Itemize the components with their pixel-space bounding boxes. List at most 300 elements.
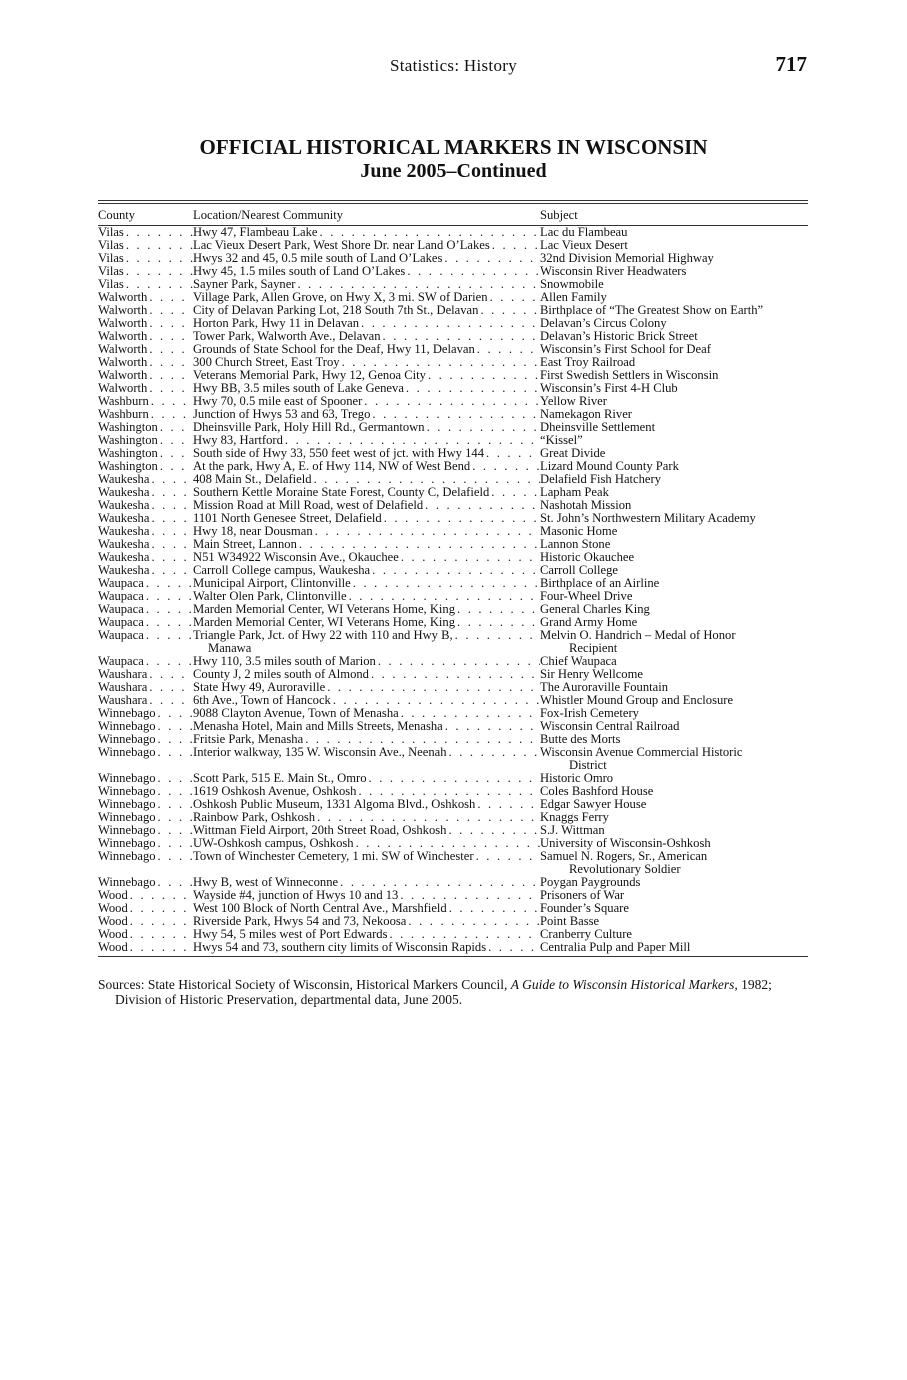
- cell-county: [98, 915, 193, 928]
- cell-county: [98, 421, 193, 434]
- leader-dots: [128, 928, 193, 941]
- table-row-line: [98, 343, 808, 356]
- location-text: Riverside Park, Hwys 54 and 73, Nekoosa: [193, 915, 407, 928]
- table-row-line: [98, 746, 808, 759]
- table-row-line: [98, 226, 808, 239]
- cell-subject: Grand Army Home: [540, 616, 638, 629]
- table-row: [98, 343, 808, 356]
- table-row-line: [98, 512, 808, 525]
- title-block: [0, 135, 907, 183]
- table-row: [98, 746, 808, 772]
- cell-subject: East Troy Railroad: [540, 356, 636, 369]
- leader-dots: [370, 564, 540, 577]
- leader-dots: [156, 837, 193, 850]
- location-text: Lac Vieux Desert Park, West Shore Dr. near Land O’Lakes: [193, 239, 490, 252]
- cell-location: [193, 486, 540, 499]
- location-text: Main Street, Lannon: [193, 538, 297, 551]
- cell-location: [193, 941, 540, 954]
- cell-location-continued: Manawa: [208, 642, 252, 655]
- leader-dots: [149, 551, 193, 564]
- leader-dots: [156, 772, 193, 785]
- leader-dots: [283, 434, 540, 447]
- table-row: [98, 551, 808, 564]
- leader-dots: [156, 850, 193, 863]
- cell-location: [193, 564, 540, 577]
- county-text: Walworth: [98, 317, 148, 330]
- table-row: [98, 499, 808, 512]
- county-text: Winnebago: [98, 798, 156, 811]
- leader-dots: [124, 239, 193, 252]
- table-row-line: [98, 811, 808, 824]
- cell-location: [193, 499, 540, 512]
- table-row-line: [98, 876, 808, 889]
- county-text: Vilas: [98, 252, 124, 265]
- cell-county: [98, 772, 193, 785]
- cell-location: [193, 356, 540, 369]
- leader-dots: [347, 590, 540, 603]
- sources-note: [98, 977, 810, 1007]
- leader-dots: [399, 551, 540, 564]
- sources-line-2: Division of Historic Preservation, departmental data, June 2005.: [115, 992, 463, 1007]
- county-text: Winnebago: [98, 876, 156, 889]
- county-text: Walworth: [98, 369, 148, 382]
- cell-county: [98, 629, 193, 642]
- leader-dots: [144, 629, 193, 642]
- leader-dots: [426, 369, 540, 382]
- cell-location: [193, 226, 540, 239]
- table-header-row: [98, 204, 808, 225]
- cell-county: [98, 330, 193, 343]
- leader-dots: [149, 564, 193, 577]
- cell-subject: Wisconsin Central Railroad: [540, 720, 680, 733]
- table-row: [98, 655, 808, 668]
- cell-subject: Lac du Flambeau: [540, 226, 628, 239]
- leader-dots: [147, 330, 193, 343]
- table-row: [98, 434, 808, 447]
- cell-subject: Wisconsin River Headwaters: [540, 265, 687, 278]
- table-row: [98, 265, 808, 278]
- leader-dots: [124, 278, 193, 291]
- leader-dots: [147, 668, 193, 681]
- cell-county: [98, 369, 193, 382]
- location-text: Menasha Hotel, Main and Mills Streets, Menasha: [193, 720, 443, 733]
- table-row-line: [98, 330, 808, 343]
- leader-dots: [351, 577, 540, 590]
- cell-location: [193, 889, 540, 902]
- leader-dots: [470, 460, 540, 473]
- county-text: Washington: [98, 434, 158, 447]
- cell-county: [98, 499, 193, 512]
- table-row-line: [98, 291, 808, 304]
- cell-subject: Allen Family: [540, 291, 607, 304]
- cell-county: [98, 603, 193, 616]
- cell-subject: Birthplace of an Airline: [540, 577, 660, 590]
- table-row-line: [98, 590, 808, 603]
- leader-dots: [147, 369, 193, 382]
- cell-location: [193, 876, 540, 889]
- leader-dots: [478, 304, 540, 317]
- cell-location: [193, 655, 540, 668]
- table-row-line: [98, 239, 808, 252]
- table-row-continuation: [98, 759, 808, 772]
- cell-subject: Whistler Mound Group and Enclosure: [540, 694, 734, 707]
- leader-dots: [149, 486, 193, 499]
- cell-subject: The Auroraville Fountain: [540, 681, 669, 694]
- leader-dots: [124, 265, 193, 278]
- county-text: Waukesha: [98, 486, 150, 499]
- table-row: [98, 629, 808, 655]
- running-head: [0, 56, 907, 76]
- county-text: Waukesha: [98, 512, 150, 525]
- leader-dots: [318, 226, 540, 239]
- cell-location: [193, 772, 540, 785]
- leader-dots: [455, 603, 540, 616]
- leader-dots: [359, 317, 540, 330]
- cell-location: [193, 902, 540, 915]
- cell-county: [98, 291, 193, 304]
- cell-subject: Great Divide: [540, 447, 606, 460]
- cell-county: [98, 252, 193, 265]
- location-text: Interior walkway, 135 W. Wisconsin Ave., Neenah: [193, 746, 447, 759]
- table-row-line: [98, 499, 808, 512]
- county-text: Waukesha: [98, 525, 150, 538]
- leader-dots: [447, 746, 540, 759]
- cell-subject: Butte des Morts: [540, 733, 621, 746]
- cell-subject-continued: Revolutionary Soldier: [569, 863, 681, 876]
- cell-county: [98, 538, 193, 551]
- cell-subject: Lapham Peak: [540, 486, 609, 499]
- county-text: Walworth: [98, 343, 148, 356]
- table-body: [98, 226, 808, 957]
- location-text: Tower Park, Walworth Ave., Delavan: [193, 330, 381, 343]
- county-text: Waukesha: [98, 538, 150, 551]
- cell-location: [193, 616, 540, 629]
- leader-dots: [325, 681, 540, 694]
- location-text: 1101 North Genesee Street, Delafield: [193, 512, 382, 525]
- county-text: Walworth: [98, 356, 148, 369]
- leader-dots: [447, 902, 540, 915]
- cell-location: [193, 668, 540, 681]
- leader-dots: [369, 668, 540, 681]
- county-text: Waupaca: [98, 616, 144, 629]
- cell-county: [98, 798, 193, 811]
- table-row: [98, 616, 808, 629]
- leader-dots: [158, 421, 193, 434]
- table-row: [98, 538, 808, 551]
- leader-dots: [144, 590, 193, 603]
- cell-subject: General Charles King: [540, 603, 650, 616]
- table-row-line: [98, 824, 808, 837]
- leader-dots: [128, 889, 193, 902]
- table-row-line: [98, 564, 808, 577]
- leader-dots: [147, 694, 193, 707]
- county-text: Washburn: [98, 408, 149, 421]
- cell-subject: Dheinsville Settlement: [540, 421, 656, 434]
- location-text: Oshkosh Public Museum, 1331 Algoma Blvd., Oshkosh: [193, 798, 476, 811]
- table-row-line: [98, 382, 808, 395]
- cell-location: [193, 707, 540, 720]
- location-text: Municipal Airport, Clintonville: [193, 577, 351, 590]
- leader-dots: [423, 499, 540, 512]
- leader-dots: [147, 356, 193, 369]
- county-text: Washington: [98, 460, 158, 473]
- location-text: Marden Memorial Center, WI Veterans Home, King: [193, 603, 456, 616]
- leader-dots: [158, 434, 193, 447]
- county-text: Winnebago: [98, 824, 156, 837]
- location-text: Hwy B, west of Winneconne: [193, 876, 339, 889]
- county-text: Winnebago: [98, 733, 156, 746]
- location-text: Hwy 83, Hartford: [193, 434, 283, 447]
- page-subtitle: June 2005–Continued: [360, 160, 547, 182]
- county-text: Winnebago: [98, 772, 156, 785]
- table-row-line: [98, 785, 808, 798]
- table-row: [98, 798, 808, 811]
- leader-dots: [405, 265, 540, 278]
- county-text: Waupaca: [98, 603, 144, 616]
- table-row-line: [98, 278, 808, 291]
- table-row: [98, 486, 808, 499]
- location-text: At the park, Hwy A, E. of Hwy 114, NW of West Bend: [193, 460, 471, 473]
- location-text: 6th Ave., Town of Hancock: [193, 694, 331, 707]
- table-row-line: [98, 720, 808, 733]
- location-text: 300 Church Street, East Troy: [193, 356, 340, 369]
- cell-location: [193, 330, 540, 343]
- table-row: [98, 239, 808, 252]
- cell-county: [98, 746, 193, 759]
- county-text: Winnebago: [98, 850, 156, 863]
- location-text: Hwy 54, 5 miles west of Port Edwards: [193, 928, 388, 941]
- cell-subject-continued: District: [569, 759, 607, 772]
- cell-subject: Wisconsin’s First 4-H Club: [540, 382, 678, 395]
- cell-subject: Carroll College: [540, 564, 618, 577]
- cell-county: [98, 278, 193, 291]
- cell-county: [98, 655, 193, 668]
- leader-dots: [149, 408, 193, 421]
- cell-subject: Delavan’s Circus Colony: [540, 317, 667, 330]
- leader-dots: [156, 798, 193, 811]
- county-text: Waushara: [98, 668, 148, 681]
- table-row: [98, 408, 808, 421]
- cell-county: [98, 486, 193, 499]
- cell-location: [193, 369, 540, 382]
- location-text: Hwy 110, 3.5 miles south of Marion: [193, 655, 376, 668]
- location-text: Horton Park, Hwy 11 in Delavan: [193, 317, 360, 330]
- table-row: [98, 681, 808, 694]
- table-row-line: [98, 473, 808, 486]
- cell-location: [193, 265, 540, 278]
- leader-dots: [312, 473, 540, 486]
- leader-dots: [147, 304, 193, 317]
- cell-county: [98, 707, 193, 720]
- cell-county-empty: [98, 863, 193, 876]
- cell-county: [98, 824, 193, 837]
- location-text: Hwys 32 and 45, 0.5 mile south of Land O’Lakes: [193, 252, 443, 265]
- leader-dots: [398, 889, 540, 902]
- leader-dots: [128, 902, 193, 915]
- leader-dots: [381, 330, 540, 343]
- table-row-line: [98, 668, 808, 681]
- table-row: [98, 694, 808, 707]
- leader-dots: [147, 681, 193, 694]
- table-row: [98, 564, 808, 577]
- cell-county: [98, 551, 193, 564]
- cell-county: [98, 304, 193, 317]
- table-row: [98, 473, 808, 486]
- county-text: Winnebago: [98, 720, 156, 733]
- table-row-line: [98, 265, 808, 278]
- cell-subject: Four-Wheel Drive: [540, 590, 633, 603]
- table-row-line: [98, 317, 808, 330]
- cell-location: [193, 915, 540, 928]
- location-text: 408 Main St., Delafield: [193, 473, 312, 486]
- county-text: Waupaca: [98, 577, 144, 590]
- leader-dots: [149, 512, 193, 525]
- county-text: Wood: [98, 928, 128, 941]
- leader-dots: [144, 655, 193, 668]
- table-row: [98, 902, 808, 915]
- location-text: Mission Road at Mill Road, west of Delafield: [193, 499, 424, 512]
- leader-dots: [149, 525, 193, 538]
- cell-county: [98, 343, 193, 356]
- table-row-line: [98, 395, 808, 408]
- cell-subject: Wisconsin Avenue Commercial Historic: [540, 746, 743, 759]
- cell-subject: Yellow River: [540, 395, 607, 408]
- location-text: Hwy 45, 1.5 miles south of Land O’Lakes: [193, 265, 406, 278]
- table-row: [98, 772, 808, 785]
- leader-dots: [387, 928, 540, 941]
- county-text: Washington: [98, 421, 158, 434]
- cell-county: [98, 577, 193, 590]
- table-row-line: [98, 798, 808, 811]
- table-row: [98, 460, 808, 473]
- county-text: Wood: [98, 915, 128, 928]
- county-text: Winnebago: [98, 811, 156, 824]
- table-row-line: [98, 655, 808, 668]
- table-row: [98, 785, 808, 798]
- cell-location: [193, 785, 540, 798]
- leader-dots: [158, 460, 193, 473]
- leader-dots: [156, 811, 193, 824]
- cell-location: [193, 603, 540, 616]
- leader-dots: [486, 941, 540, 954]
- table-row-line: [98, 928, 808, 941]
- cell-county-empty: [98, 759, 193, 772]
- leader-dots: [382, 512, 540, 525]
- cell-county: [98, 434, 193, 447]
- table-row: [98, 278, 808, 291]
- leader-dots: [425, 421, 540, 434]
- leader-dots: [453, 629, 540, 642]
- county-text: Waukesha: [98, 551, 150, 564]
- leader-dots: [455, 616, 540, 629]
- cell-subject: Melvin O. Handrich – Medal of Honor: [540, 629, 736, 642]
- leader-dots: [303, 733, 540, 746]
- leader-dots: [475, 343, 540, 356]
- cell-county: [98, 928, 193, 941]
- location-text: County J, 2 miles south of Almond: [193, 668, 369, 681]
- cell-subject: Samuel N. Rogers, Sr., American: [540, 850, 708, 863]
- page-number: 717: [775, 52, 807, 76]
- county-text: Winnebago: [98, 746, 156, 759]
- table-row-line: [98, 902, 808, 915]
- table-row: [98, 525, 808, 538]
- cell-subject: Lac Vieux Desert: [540, 239, 628, 252]
- cell-county: [98, 460, 193, 473]
- leader-dots: [128, 941, 193, 954]
- table-row-continuation: [98, 642, 808, 655]
- cell-subject: Centralia Pulp and Paper Mill: [540, 941, 691, 954]
- table-row-line: [98, 603, 808, 616]
- cell-location: [193, 447, 540, 460]
- cell-location: [193, 629, 540, 642]
- table-row: [98, 226, 808, 239]
- table-row: [98, 382, 808, 395]
- location-text: 9088 Clayton Avenue, Town of Menasha: [193, 707, 399, 720]
- location-text: Hwy 70, 0.5 mile east of Spooner: [193, 395, 363, 408]
- table-row: [98, 577, 808, 590]
- county-text: Walworth: [98, 330, 148, 343]
- cell-subject: University of Wisconsin-Oshkosh: [540, 837, 711, 850]
- cell-county: [98, 265, 193, 278]
- cell-county: [98, 733, 193, 746]
- table-row-continuation: [98, 863, 808, 876]
- location-text: N51 W34922 Wisconsin Ave., Okauchee: [193, 551, 399, 564]
- cell-subject-continued: Recipient: [569, 642, 618, 655]
- leader-dots: [446, 824, 540, 837]
- cell-location: [193, 811, 540, 824]
- table-row-line: [98, 369, 808, 382]
- table-row: [98, 252, 808, 265]
- cell-subject: Masonic Home: [540, 525, 618, 538]
- cell-location: [193, 291, 540, 304]
- county-text: Walworth: [98, 382, 148, 395]
- cell-subject: Cranberry Culture: [540, 928, 632, 941]
- running-head-text: Statistics: History: [389, 56, 518, 75]
- table-row-line: [98, 356, 808, 369]
- sources-suffix: 1982;: [741, 977, 772, 992]
- location-text: Grounds of State School for the Deaf, Hwy 11, Delavan: [193, 343, 475, 356]
- header-location: Location/Nearest Community: [193, 208, 344, 222]
- cell-county: [98, 811, 193, 824]
- table-row-line: [98, 681, 808, 694]
- county-text: Vilas: [98, 239, 124, 252]
- location-text: South side of Hwy 33, 550 feet west of jct. with Hwy 144: [193, 447, 485, 460]
- cell-location: [193, 460, 540, 473]
- county-text: Waushara: [98, 681, 148, 694]
- cell-location: [193, 304, 540, 317]
- location-text: Hwy 18, near Dousman: [193, 525, 313, 538]
- cell-location: [193, 798, 540, 811]
- county-text: Washington: [98, 447, 158, 460]
- leader-dots: [313, 525, 540, 538]
- table-row-line: [98, 447, 808, 460]
- cell-subject: First Swedish Settlers in Wisconsin: [540, 369, 719, 382]
- county-text: Vilas: [98, 265, 124, 278]
- cell-county: [98, 941, 193, 954]
- leader-dots: [156, 785, 193, 798]
- leader-dots: [149, 473, 193, 486]
- county-text: Waushara: [98, 694, 148, 707]
- cell-subject: Coles Bashford House: [540, 785, 654, 798]
- location-text: Veterans Memorial Park, Hwy 12, Genoa City: [193, 369, 426, 382]
- leader-dots: [356, 785, 540, 798]
- cell-subject: Lannon Stone: [540, 538, 611, 551]
- table-row: [98, 811, 808, 824]
- leader-dots: [354, 837, 540, 850]
- location-text: Walter Olen Park, Clintonville: [193, 590, 347, 603]
- table-row: [98, 304, 808, 317]
- cell-location: [193, 317, 540, 330]
